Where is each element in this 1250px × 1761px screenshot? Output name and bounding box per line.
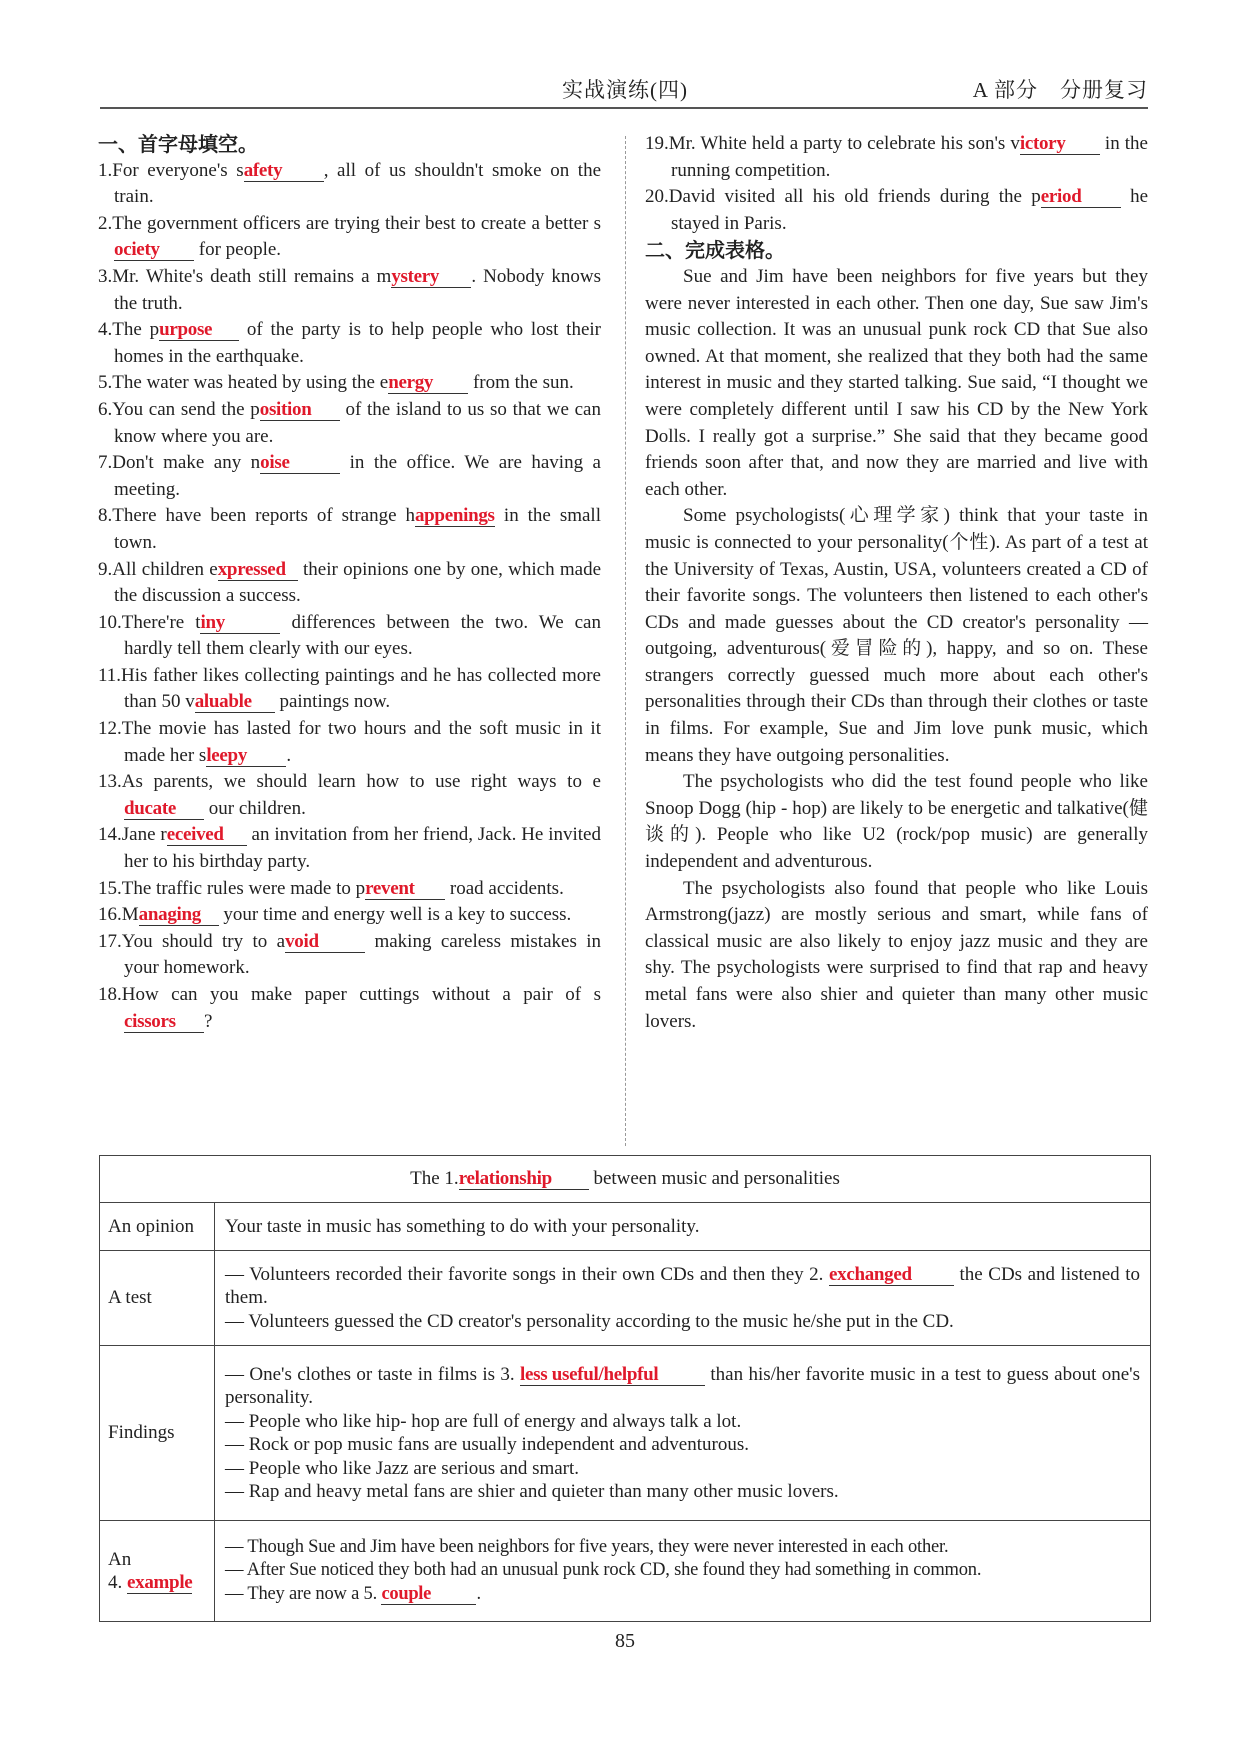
table-title-prefix: The 1. [410,1168,459,1190]
answer-blank: ociety [114,240,194,261]
text: — One's clothes or taste in films is 3. [225,1363,520,1385]
answer-4: example [127,1572,193,1593]
answer-blank: ystery [391,267,471,288]
text: the CDs and listened to them. [225,1263,1140,1309]
table-title-suffix: between music and personalities [588,1168,840,1190]
column-divider [625,136,626,1146]
question-item [98,663,601,716]
question-text: All children e [112,558,218,580]
passage-paragraph: Sue and Jim have been neighbors for five years but they were never interested in each other. Then one day, Sue saw Jim's music collection. It was an unusual punk rock CD that Sue also owned. At that moment, she realized that they both had the same interest in music and they started talking. Sue said, “I thought we were completely different until I saw his CD by the New York Dolls. I really got a surprise.” She said that they became good friends soon after that, and now they are married and live with each other. [645,265,1148,500]
row-label-findings: Findings [100,1346,215,1521]
question-text: The traffic rules were made to p [121,877,366,899]
question-text: The movie has lasted for two hours and the soft music in it made her s [121,718,601,766]
text: — They are now a 5. [225,1583,382,1604]
question-number: 3. [98,265,113,287]
table-title-row [100,1156,1151,1203]
question-text: . Nobody knows the truth. [114,265,601,314]
question-number: 18. [98,984,122,1005]
findings-cell [215,1346,1151,1521]
answer-5: couple [381,1584,476,1605]
answer-blank: eriod [1041,187,1121,208]
example-2: — After Sue noticed they both had an unusual punk rock CD, she found they had something in common. [225,1560,982,1581]
section1-heading: 一、首字母填空。 [98,132,258,156]
question-text: their opinions one by one, which made the discussion a success. [114,558,601,607]
answer-blank: leepy [206,746,286,767]
question-number: 2. [98,212,113,234]
question-text: of the party is to help people who lost their homes in the earthquake. [114,319,601,367]
question-text: The water was heated by using the e [112,372,389,394]
question-item [98,370,601,397]
question-text: There're t [121,611,201,633]
question-number: 5. [98,372,113,394]
question-text: in the office. We are having a meeting. [114,452,601,500]
question-item [645,131,1148,184]
answer-blank: revent [365,879,445,900]
finding-4: — People who like Jazz are serious and smart. [225,1457,580,1479]
example-cell [215,1521,1151,1622]
question-text: ? [204,1010,213,1032]
question-number: 19. [645,133,669,154]
question-number: 20. [645,186,669,208]
question-item [98,317,601,370]
finding-2: — People who like hip- hop are full of energy and always talk a lot. [225,1410,742,1432]
answer-blank: eceived [167,825,247,846]
question-text: For everyone's s [112,159,244,181]
question-item [98,876,601,903]
passage-paragraph: Some psychologists(心理学家) think that your taste in music is connected to your personality(个性). As part of a test at the University of Texas, Austin, USA, volunteers created a CD of their favorite songs. The volunteers then listened to each other's CDs and made guesses about the CD creator's personality — outgoing, adventurous(爱冒险的), happy, and so on. These strangers correctly guessed much more about each other's personalities through their CDs than through their clothes or taste in films. For example, Sue and Jim love punk music, which means they have outgoing personalities. [645,505,1148,766]
answer-3: less useful/helpful [520,1365,705,1386]
left-column [98,131,601,1035]
question-text: The government officers are trying their best to create a better s [112,212,601,234]
question-number: 6. [98,398,113,420]
answer-blank: anaging [139,905,219,926]
question-text: road accidents. [445,877,564,899]
question-number: 9. [98,558,113,580]
question-text: , all of us shouldn't smoke on the train. [114,159,602,208]
question-text: Don't make any n [112,452,261,474]
right-column [645,131,1148,1035]
question-text: Mr. White's death still remains a m [112,265,392,287]
answer-blank: iny [200,613,280,634]
finding-1 [225,1363,1140,1410]
answer-blank: nergy [388,373,468,394]
answer-blank: ducate [124,799,204,820]
question-item [98,610,601,663]
question-item [645,184,1148,237]
question-item [98,397,601,450]
question-text: from the sun. [468,372,574,394]
answer-blank: void [285,932,365,953]
question-text: differences between the two. We can hardly tell them clearly with our eyes. [124,611,601,660]
question-text: You can send the p [112,398,260,420]
passage-paragraph: The psychologists who did the test found people who like Snoop Dogg (hip - hop) are likely to be energetic and talkative(健谈的). People who like U2 (rock/pop music) are generally independent and adventurous. [645,771,1148,873]
question-text: for people. [194,239,282,261]
passage-paragraph: The psychologists also found that people who like Louis Armstrong(jazz) are mostly serious and smart, while fans of classical music are also likely to enjoy jazz music and they are shy. The psychologists were surprised to find that rap and heavy metal fans were also shier and quieter than many other music lovers. [645,877,1148,1032]
answer-blank: cissors [124,1012,204,1033]
question-item [98,557,601,610]
question-text: There have been reports of strange h [112,505,415,527]
answer-2: exchanged [829,1265,954,1286]
question-text: in the running competition. [671,133,1148,181]
table-row-opinion [100,1203,1151,1251]
question-text: His father likes collecting paintings and he has collected more than 50 v [121,664,601,713]
row-label-example [100,1521,215,1622]
question-text: Jane r [121,824,167,846]
answer-blank: xpressed [218,560,298,581]
question-text: As parents, we should learn how to use right ways to e [121,771,601,793]
test-line-1 [225,1263,1140,1310]
question-text: of the island to us so that we can know where you are. [114,398,601,447]
question-number: 12. [98,718,122,740]
question-item [98,716,601,769]
question-item [98,264,601,317]
section2-heading: 二、完成表格。 [645,238,785,263]
question-text: David visited all his old friends during the p [668,186,1041,208]
question-item [98,450,601,503]
question-text: paintings now. [274,691,391,713]
text: — Volunteers recorded their favorite songs in their own CDs and then they 2. [225,1263,829,1285]
question-list-left [98,158,601,1036]
question-item [98,211,601,264]
answer-blank: osition [260,400,340,421]
question-text: Mr. White held a party to celebrate his son's v [668,133,1020,154]
question-text: he stayed in Paris. [671,186,1148,234]
question-text: The p [112,319,160,341]
answer-blank: appenings [414,505,495,527]
reading-passage [645,264,1148,1035]
question-number: 8. [98,505,113,527]
question-item [98,503,601,556]
question-number: 14. [98,824,122,846]
question-number: 16. [98,904,122,926]
question-number: 10. [98,611,122,633]
question-number: 7. [98,452,113,474]
answer-blank: afety [244,161,324,182]
question-number: 1. [98,159,113,181]
page-number: 85 [615,1630,635,1652]
header-section: A 部分 分册复习 [972,78,1148,102]
answer-blank: urpose [159,320,239,341]
question-list-right [645,131,1148,237]
question-item [98,158,601,211]
question-item [98,769,601,822]
table-row-example [100,1521,1151,1622]
question-item [98,822,601,875]
question-item [98,982,601,1035]
question-text: How can you make paper cuttings without a pair of s [121,984,601,1005]
question-number: 17. [98,930,122,952]
question-number: 11. [98,664,122,686]
label-text: An [108,1548,132,1570]
question-text: our children. [204,797,306,819]
label-number: 4. [108,1572,127,1593]
answer-1: relationship [459,1169,589,1190]
example-1: — Though Sue and Jim have been neighbors for five years, they were never interested in each other. [225,1536,949,1557]
test-cell [215,1251,1151,1346]
answer-blank: aluable [195,692,275,713]
text: . [476,1583,481,1604]
question-number: 15. [98,877,122,899]
row-label-opinion: An opinion [100,1203,215,1251]
question-number: 4. [98,319,113,341]
text: than his/her favorite music in a test to guess about one's personality. [225,1363,1140,1408]
question-text: M [121,904,139,926]
test-line-2: — Volunteers guessed the CD creator's personality according to the music he/she put in the CD. [225,1310,954,1332]
question-number: 13. [98,771,122,793]
summary-table [99,1155,1151,1622]
table-title [100,1156,1151,1203]
header-title: 实战演练(四) [562,78,688,102]
opinion-text: Your taste in music has something to do with your personality. [215,1203,1151,1251]
answer-blank: ictory [1020,134,1100,155]
answer-blank: oise [260,453,340,474]
example-3 [225,1583,1140,1607]
finding-5: — Rap and heavy metal fans are shier and quieter than many other music lovers. [225,1481,839,1502]
header-rule [100,107,1148,109]
table-row-findings [100,1346,1151,1521]
question-text: You should try to a [121,930,286,952]
question-text: making careless mistakes in your homework. [124,930,602,979]
table-row-test [100,1251,1151,1346]
row-label-test: A test [100,1251,215,1346]
question-text: in the small town. [114,505,601,553]
question-text: . [286,744,292,766]
question-text: an invitation from her friend, Jack. He invited her to his birthday party. [124,824,601,873]
question-text: your time and energy well is a key to success. [218,904,572,926]
finding-3: — Rock or pop music fans are usually independent and adventurous. [225,1434,749,1455]
question-item [98,929,601,982]
question-item [98,902,601,929]
